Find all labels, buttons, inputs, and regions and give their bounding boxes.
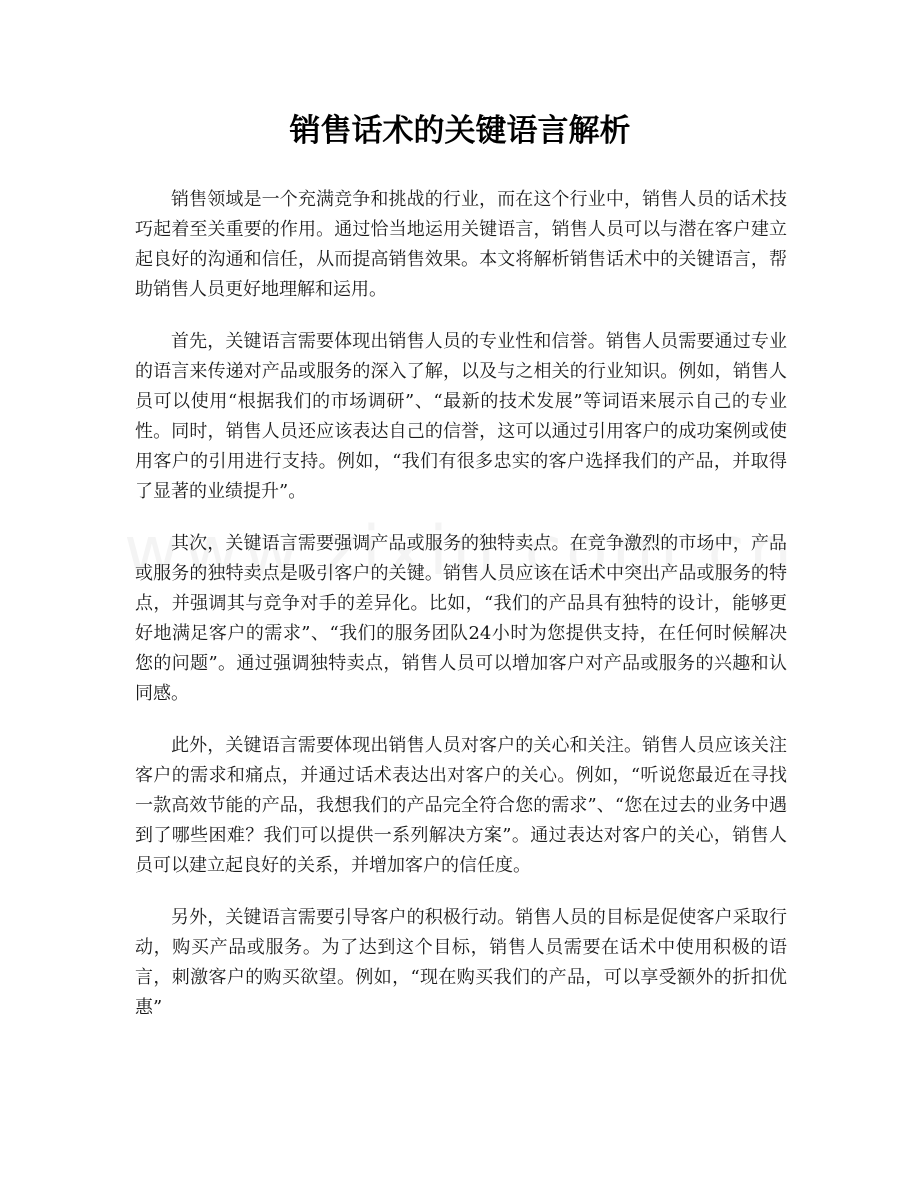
paragraph-1: 销售领域是一个充满竞争和挑战的行业，而在这个行业中，销售人员的话术技巧起着至关重要的作用。通过恰当地运用关键语言，销售人员可以与潜在客户建立起良好的沟通和信任，从而提高销售效果。本文将解析销售话术中的关键语言，帮助销售人员更好地理解和运用。 [135, 189, 787, 300]
document-title: 销售话术的关键语言解析 [289, 113, 631, 149]
paragraph-5: 另外，关键语言需要引导客户的积极行动。销售人员的目标是促使客户采取行动，购买产品或服务。为了达到这个目标，销售人员需要在话术中使用积极的语言，刺激客户的购买欲望。例如，“现在购买我们的产品，可以享受额外的折扣优惠” [135, 907, 787, 1018]
paragraph-2: 首先，关键语言需要体现出销售人员的专业性和信誉。销售人员需要通过专业的语言来传递对产品或服务的深入了解，以及与之相关的行业知识。例如，销售人员可以使用“根据我们的市场调研”、“最新的技术发展”等词语来展示自己的专业性。同时，销售人员还应该表达自己的信誉，这可以通过引用客户的成功案例或使用客户的引用进行支持。例如，“我们有很多忠实的客户选择我们的产品，并取得了显著的业绩提升”。 [135, 331, 787, 502]
paragraph-3: 其次，关键语言需要强调产品或服务的独特卖点。在竞争激烈的市场中，产品或服务的独特卖点是吸引客户的关键。销售人员应该在话术中突出产品或服务的特点，并强调其与竞争对手的差异化。比如，“我们的产品具有独特的设计，能够更好地满足客户的需求”、“我们的服务团队24小时为您提供支持，在任何时候解决您的问题”。通过强调独特卖点，销售人员可以增加客户对产品或服务的兴趣和认同感。 [135, 533, 787, 704]
document-body [135, 185, 787, 1045]
paragraph-4: 此外，关键语言需要体现出销售人员对客户的关心和关注。销售人员应该关注客户的需求和痛点，并通过话术表达出对客户的关心。例如，“听说您最近在寻找一款高效节能的产品，我想我们的产品完全符合您的需求”、“您在过去的业务中遇到了哪些困难？我们可以提供一系列解决方案”。通过表达对客户的关心，销售人员可以建立起良好的关系，并增加客户的信任度。 [135, 735, 787, 876]
